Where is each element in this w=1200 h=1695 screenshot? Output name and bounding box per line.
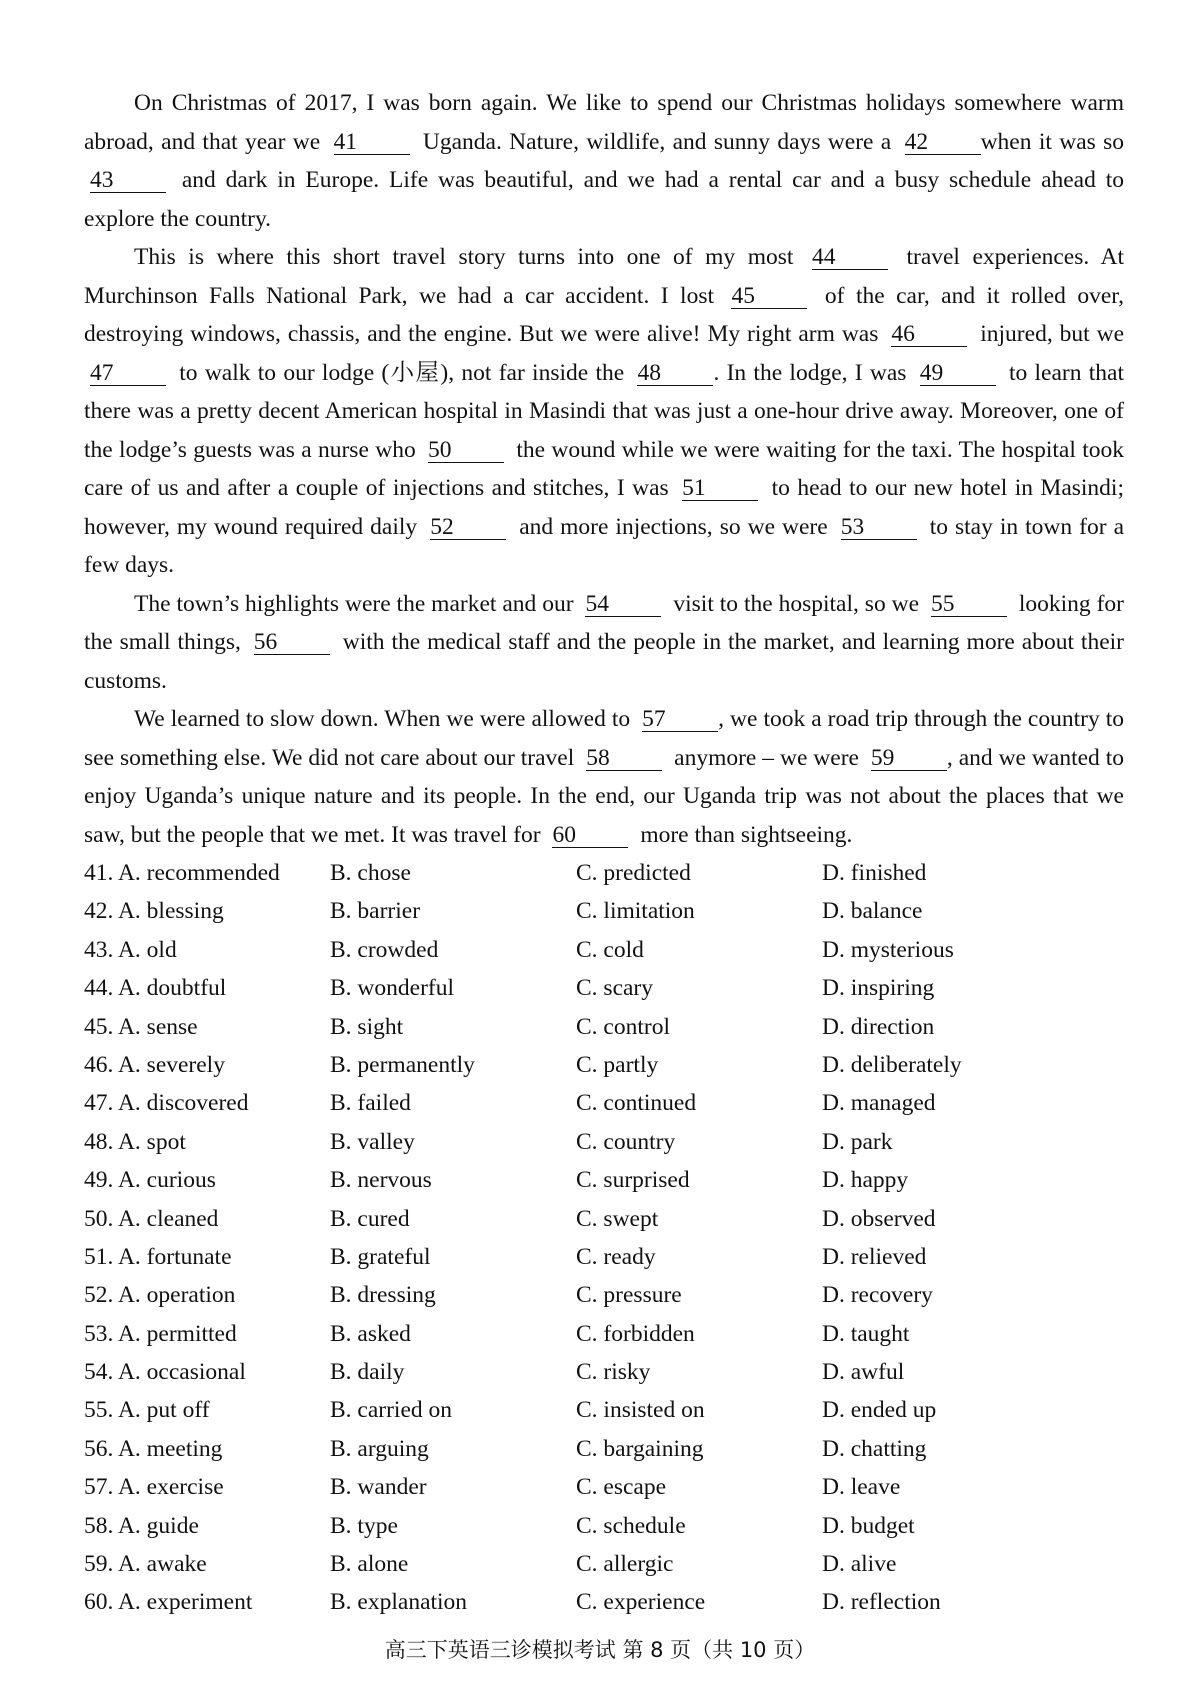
passage-text: Uganda. Nature, wildlife, and sunny days were a (415, 128, 899, 155)
option-c[interactable]: C. continued (576, 1090, 697, 1117)
blank-53[interactable]: 53 (841, 515, 917, 540)
blank-41[interactable]: 41 (334, 130, 410, 155)
blank-48[interactable]: 48 (637, 361, 713, 386)
question-row (84, 1468, 1124, 1506)
blank-52[interactable]: 52 (430, 515, 506, 540)
option-a[interactable]: 47. A. discovered (84, 1090, 249, 1117)
option-b[interactable]: B. asked (330, 1320, 411, 1347)
option-c[interactable]: C. surprised (576, 1167, 690, 1194)
option-b[interactable]: B. alone (330, 1551, 409, 1578)
passage-text: The town’s highlights were the market and our (134, 590, 580, 617)
option-c[interactable]: C. partly (576, 1051, 659, 1078)
blank-45[interactable]: 45 (731, 284, 807, 309)
option-c[interactable]: C. insisted on (576, 1397, 705, 1424)
option-c[interactable]: C. experience (576, 1589, 706, 1616)
option-b[interactable]: B. grateful (330, 1243, 431, 1270)
blank-54[interactable]: 54 (585, 592, 661, 617)
option-a[interactable]: 57. A. exercise (84, 1474, 224, 1501)
option-a[interactable]: 50. A. cleaned (84, 1205, 219, 1232)
option-c[interactable]: C. schedule (576, 1512, 686, 1539)
option-d[interactable]: D. observed (822, 1205, 936, 1232)
option-d[interactable]: D. deliberately (822, 1051, 962, 1078)
option-b[interactable]: B. sight (330, 1013, 404, 1040)
option-a[interactable]: 45. A. sense (84, 1013, 198, 1040)
passage-text: and more injections, so we were (512, 513, 835, 540)
passage-text: and dark in Europe. Life was beautiful, and we had a rental car and a busy schedule ahead to explore the country. (84, 167, 1124, 232)
option-d[interactable]: D. awful (822, 1359, 905, 1386)
option-d[interactable]: D. happy (822, 1167, 909, 1194)
question-row (84, 931, 1124, 969)
page-footer: 高三下英语三诊模拟考试 第 8 页（共 10 页） (384, 1638, 816, 1662)
option-c[interactable]: C. ready (576, 1243, 656, 1270)
blank-46[interactable]: 46 (891, 322, 967, 347)
option-c[interactable]: C. pressure (576, 1282, 682, 1309)
option-a[interactable]: 41. A. recommended (84, 860, 280, 886)
option-c[interactable]: C. forbidden (576, 1320, 695, 1347)
option-b[interactable]: B. cured (330, 1205, 410, 1232)
option-d[interactable]: D. reflection (822, 1589, 941, 1616)
answer-options (84, 854, 1124, 1622)
blank-57[interactable]: 57 (642, 707, 718, 732)
option-b[interactable]: B. barrier (330, 898, 421, 925)
blank-58[interactable]: 58 (586, 746, 662, 771)
option-a[interactable]: 43. A. old (84, 936, 177, 963)
option-b[interactable]: B. wonderful (330, 975, 455, 1002)
option-d[interactable]: D. balance (822, 898, 923, 925)
blank-44[interactable]: 44 (812, 245, 888, 270)
blank-59[interactable]: 59 (871, 746, 947, 771)
question-row (84, 1046, 1124, 1084)
question-row (84, 1315, 1124, 1353)
option-c[interactable]: C. country (576, 1128, 676, 1155)
option-a[interactable]: 60. A. experiment (84, 1589, 253, 1616)
question-row (84, 1084, 1124, 1122)
passage-text: to head to our new hotel in Masindi; however, my wound required daily (84, 475, 1124, 540)
option-c[interactable]: C. bargaining (576, 1435, 704, 1462)
blank-55[interactable]: 55 (931, 592, 1007, 617)
option-c[interactable]: C. escape (576, 1474, 667, 1501)
option-c[interactable]: C. risky (576, 1359, 651, 1386)
blank-60[interactable]: 60 (552, 823, 628, 848)
passage-text: injured, but we (973, 321, 1124, 347)
option-a[interactable]: 54. A. occasional (84, 1359, 246, 1386)
option-d[interactable]: D. relieved (822, 1243, 927, 1270)
passage-text: to learn that there was a pretty decent American hospital in Masindi that was just a one-hour drive away. Moreover, one of the lodge’s guests was a nurse who (84, 359, 1124, 463)
option-b[interactable]: B. carried on (330, 1397, 453, 1424)
option-d[interactable]: D. mysterious (822, 936, 954, 963)
exam-page (84, 84, 1124, 1622)
option-d[interactable]: D. ended up (822, 1397, 937, 1424)
option-b[interactable]: B. valley (330, 1128, 415, 1155)
question-row (84, 1238, 1124, 1276)
passage-text: , we took a road trip through the country to see something else. We did not care about our travel (84, 706, 1124, 771)
option-a[interactable]: 44. A. doubtful (84, 975, 227, 1002)
option-a[interactable]: 56. A. meeting (84, 1435, 223, 1462)
passage-text: , and we wanted to enjoy Uganda’s unique nature and its people. In the end, our Uganda trip was not about the places that we saw, but the people that we met. It was travel for (84, 744, 1124, 848)
option-a[interactable]: 55. A. put off (84, 1397, 210, 1424)
option-d[interactable]: D. alive (822, 1551, 897, 1578)
passage-text: We learned to slow down. When we were allowed to (134, 706, 637, 732)
passage-text: with the medical staff and the people in the market, and learning more about their customs. (84, 629, 1124, 694)
option-d[interactable]: D. taught (822, 1320, 910, 1347)
question-row (84, 854, 1124, 892)
blank-47[interactable]: 47 (90, 361, 166, 386)
option-d[interactable]: D. finished (822, 860, 927, 886)
option-b[interactable]: B. wander (330, 1474, 427, 1501)
question-row (84, 1276, 1124, 1314)
passage-text: anymore – we were (668, 744, 865, 771)
passage-text: visit to the hospital, so we (667, 590, 925, 617)
passage-text: more than sightseeing. (634, 821, 853, 848)
question-row (84, 1161, 1124, 1199)
passage-text: the wound while we were waiting for the taxi. The hospital took care of us and after a couple of injections and stitches, I was (84, 436, 1124, 501)
option-b[interactable]: B. failed (330, 1090, 411, 1117)
option-b[interactable]: B. nervous (330, 1167, 432, 1194)
question-row (84, 1545, 1124, 1583)
option-a[interactable]: 42. A. blessing (84, 898, 224, 925)
question-row (84, 892, 1124, 930)
question-row (84, 1507, 1124, 1545)
passage-text: of the car, and it rolled over, destroying windows, chassis, and the engine. But we were alive! My right arm was (84, 282, 1125, 347)
option-a[interactable]: 59. A. awake (84, 1551, 207, 1578)
option-a[interactable]: 48. A. spot (84, 1128, 186, 1155)
passage-text: . In the lodge, I was (713, 359, 914, 386)
option-a[interactable]: 58. A. guide (84, 1512, 199, 1539)
question-row (84, 1353, 1124, 1391)
question-row (84, 1200, 1124, 1238)
question-row (84, 1391, 1124, 1429)
option-d[interactable]: D. managed (822, 1090, 936, 1117)
option-d[interactable]: D. inspiring (822, 975, 935, 1002)
blank-50[interactable]: 50 (428, 438, 504, 463)
option-b[interactable]: B. arguing (330, 1435, 429, 1462)
question-row (84, 969, 1124, 1007)
cloze-passage (84, 84, 1124, 854)
option-c[interactable]: C. allergic (576, 1551, 674, 1578)
passage-paragraph (84, 700, 1124, 854)
option-b[interactable]: B. dressing (330, 1282, 436, 1309)
blank-42[interactable]: 42 (905, 130, 981, 155)
passage-text: to stay in town for a few days. (84, 513, 1124, 578)
passage-text: travel experiences. At Murchinson Falls National Park, we had a car accident. I lost (84, 244, 1124, 309)
option-b[interactable]: B. explanation (330, 1589, 468, 1616)
option-c[interactable]: C. swept (576, 1205, 659, 1232)
question-row (84, 1430, 1124, 1468)
option-b[interactable]: B. crowded (330, 936, 439, 963)
option-d[interactable]: D. budget (822, 1512, 915, 1539)
passage-text: looking for the small things, (84, 590, 1125, 655)
passage-text: when it was so (980, 128, 1124, 155)
option-b[interactable]: B. daily (330, 1359, 405, 1386)
blank-56[interactable]: 56 (254, 630, 330, 655)
passage-paragraph (84, 585, 1124, 701)
option-d[interactable]: D. chatting (822, 1435, 927, 1462)
question-row (84, 1583, 1124, 1621)
passage-text: This is where this short travel story turns into one of my most (134, 244, 806, 270)
passage-text: to walk to our lodge (小屋), not far inside the (172, 359, 632, 386)
option-b[interactable]: B. type (330, 1512, 398, 1539)
blank-51[interactable]: 51 (682, 476, 758, 501)
option-d[interactable]: D. park (822, 1128, 893, 1155)
option-b[interactable]: B. permanently (330, 1051, 475, 1078)
option-c[interactable]: C. limitation (576, 898, 695, 925)
option-d[interactable]: D. direction (822, 1013, 935, 1040)
option-d[interactable]: D. leave (822, 1474, 901, 1501)
question-row (84, 1123, 1124, 1161)
passage-paragraph (84, 84, 1124, 238)
blank-43[interactable]: 43 (90, 168, 166, 193)
passage-paragraph (84, 238, 1124, 585)
passage-text: On Christmas of 2017, I was born again. We like to spend our Christmas holidays somewhere warm abroad, and that year we (84, 90, 1124, 155)
option-a[interactable]: 46. A. severely (84, 1051, 225, 1078)
option-a[interactable]: 51. A. fortunate (84, 1243, 232, 1270)
option-a[interactable]: 52. A. operation (84, 1282, 236, 1309)
option-b[interactable]: B. chose (330, 860, 411, 886)
option-c[interactable]: C. cold (576, 936, 644, 963)
option-a[interactable]: 49. A. curious (84, 1167, 216, 1194)
question-row (84, 1008, 1124, 1046)
option-d[interactable]: D. recovery (822, 1282, 933, 1309)
blank-49[interactable]: 49 (920, 361, 996, 386)
option-a[interactable]: 53. A. permitted (84, 1320, 237, 1347)
option-c[interactable]: C. scary (576, 975, 654, 1002)
option-c[interactable]: C. predicted (576, 860, 691, 886)
option-c[interactable]: C. control (576, 1013, 670, 1040)
